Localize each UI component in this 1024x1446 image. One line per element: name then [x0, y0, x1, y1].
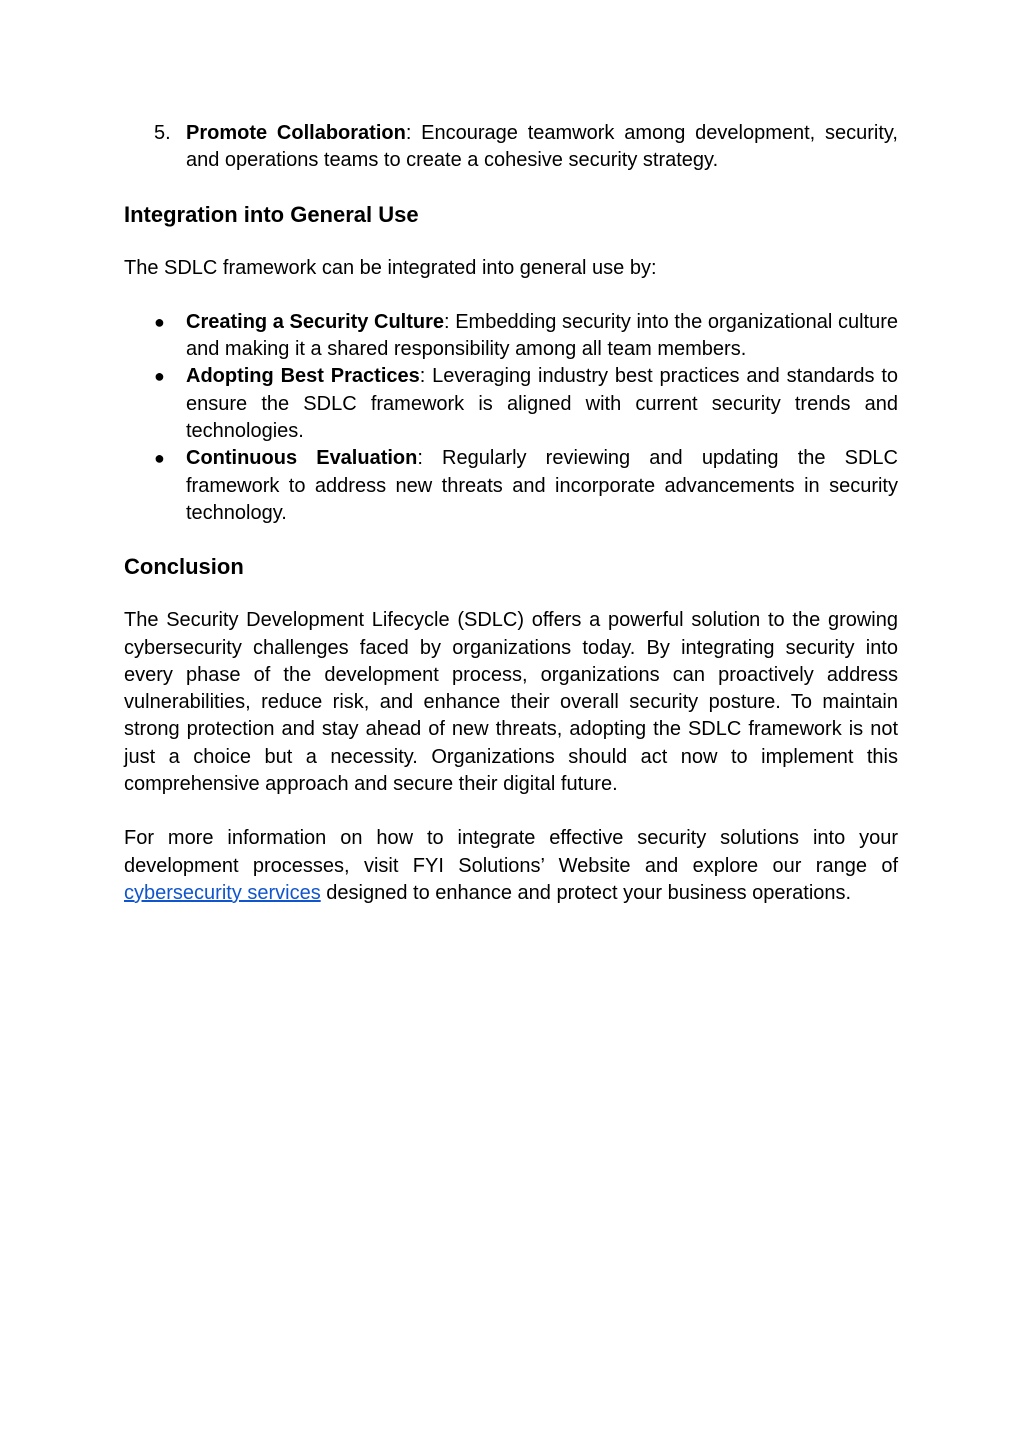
- bullet-item-body: [186, 363, 898, 445]
- bullet-item-text: Regularly reviewing and updating the SDLC framework to address new threats and incorporate advancements in security technology.: [186, 447, 898, 524]
- document-page: [124, 120, 898, 907]
- bullet-item-continuous-evaluation: [124, 445, 898, 527]
- list-item-body: [186, 120, 898, 175]
- cybersecurity-services-link[interactable]: cybersecurity services: [124, 881, 321, 904]
- bullet-item-term: Continuous Evaluation: [186, 447, 418, 470]
- list-item-promote-collaboration: [124, 120, 898, 175]
- conclusion-paragraph: The Security Development Lifecycle (SDLC) offers a powerful solution to the growing cybersecurity challenges faced by organizations today. By integrating security into every phase of the development process, organizations can proactively address vulnerabilities, reduce risk, and enhance their overall security posture. To maintain strong protection and stay ahead of new threats, adopting the SDLC framework is not just a choice but a necessity. Organizations should act now to implement this comprehensive approach and secure their digital future.: [124, 609, 898, 796]
- integration-intro: The SDLC framework can be integrated into general use by:: [124, 256, 657, 279]
- bullet-item-best-practices: [124, 363, 898, 445]
- bullet-item-text: Leveraging industry best practices and standards to ensure the SDLC framework is aligned with current security trends and technologies.: [186, 365, 898, 443]
- more-info-paragraph: [124, 825, 898, 907]
- bullet-item-body: [186, 309, 898, 364]
- bullet-item-body: [186, 445, 898, 527]
- more-info-text-before: For more information on how to integrate effective security solutions into your development processes, visit FYI Solutions’ Website and explore our range of: [124, 827, 898, 877]
- bullet-item-separator: :: [444, 310, 450, 333]
- bullet-item-text: Embedding security into the organizational culture and making it a shared responsibility among all team members.: [186, 310, 898, 361]
- bullet-item-term: Creating a Security Culture: [186, 310, 445, 333]
- bullet-item-term: Adopting Best Practices: [186, 365, 420, 388]
- bullet-icon: ●: [154, 311, 165, 332]
- bullet-icon: ●: [154, 366, 165, 387]
- more-info-text-after: designed to enhance and protect your business operations.: [320, 881, 852, 904]
- list-item-term: Promote Collaboration: [186, 122, 406, 144]
- list-item-text: Encourage teamwork among development, security, and operations teams to create a cohesive security strategy.: [186, 122, 898, 172]
- bullet-item-separator: :: [419, 365, 426, 388]
- bullet-icon: ●: [154, 448, 165, 469]
- section-heading-integration: Integration into General Use: [124, 201, 419, 227]
- section-heading-conclusion: Conclusion: [124, 554, 244, 580]
- list-number: 5.: [154, 122, 171, 144]
- bullet-item-separator: :: [417, 447, 423, 470]
- list-item-separator: :: [405, 122, 412, 144]
- bullet-item-security-culture: [124, 309, 898, 364]
